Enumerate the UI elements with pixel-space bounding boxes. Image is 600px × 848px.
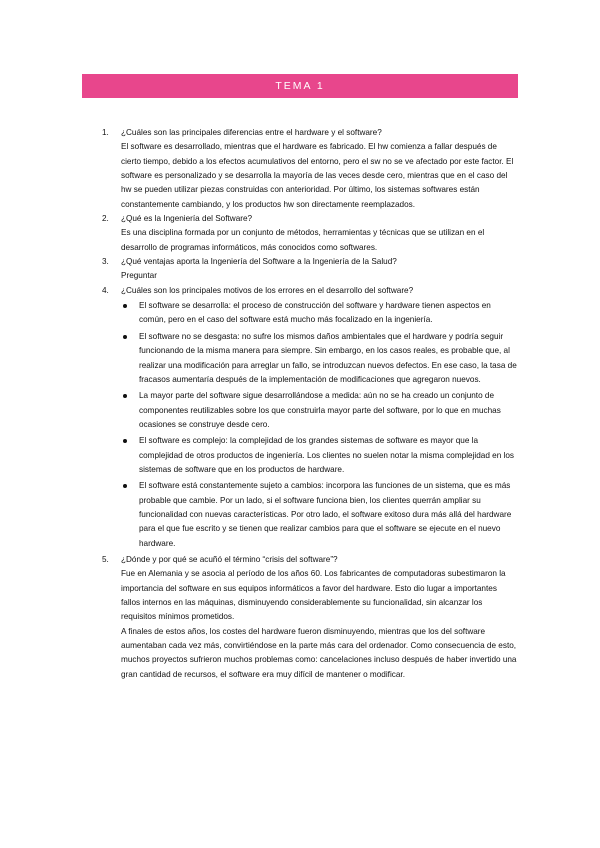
question-4 [102, 284, 518, 298]
question-number: 3. [102, 257, 109, 267]
error-causes-list [121, 299, 518, 551]
question-title: ¿Qué ventajas aporta la Ingeniería del Software a la Ingeniería de la Salud? [121, 257, 397, 267]
question-list [102, 126, 518, 682]
list-item-text: La mayor parte del software sigue desarrollándose a medida: aún no se ha creado un conjunto de componentes reutilizables sobre los que construirla mayor parte del software, por lo que en muchas ocasiones se construye desde cero. [139, 391, 501, 429]
question-number: 1. [102, 128, 109, 137]
bullet-icon [123, 439, 127, 443]
question-1 [102, 126, 518, 212]
list-item [121, 299, 518, 328]
list-item [121, 330, 518, 387]
question-2 [102, 212, 518, 255]
answer-text: Es una disciplina formada por un conjunto de métodos, herramientas y técnicas que se utilizan en el desarrollo de programas informáticos, más conocidos como softwares. [121, 228, 485, 252]
answer-paragraph: Fue en Alemania y se asocia al período de los años 60. Los fabricantes de computadoras subestimaron la importancia del software en sus equipos informáticos a favor del hardware. Esto dio lugar a importantes fallos internos en las máquinas, disminuyendo considerablemente su funcionalidad, sin alcanzar los requisitos mínimos prometidos. [121, 569, 506, 622]
list-item-text: El software no se desgasta: no sufre los mismos daños ambientales que el hardware y podría seguir funcionando de la misma manera para siempre. Sin embargo, en los casos reales, es probable que, al realizar una modificación para arreglar un fallo, se introduzcan nuevos defectos. En ese caso, la tasa de fracasos aumentaría después de la implementación de modificaciones que agregaron nuevos. [139, 331, 517, 384]
list-item-text: El software está constantemente sujeto a cambios: incorpora las funciones de un sistema, que es más probable que cambie. Por un lado, si el software funciona bien, los clientes querrán ampliar su funcionalidad con nuevas características. Por otro lado, el software exitoso dura más allá del hardware para el que fue escrito y se tienen que realizar cambios para que el software se ejecute en el nuevo hardware. [139, 481, 512, 548]
list-item [121, 389, 518, 432]
bullet-icon [123, 304, 127, 308]
question-title: ¿Qué es la Ingeniería del Software? [121, 214, 253, 224]
list-item [121, 434, 518, 477]
bullet-icon [123, 484, 127, 488]
question-number: 2. [102, 214, 109, 224]
answer-text: Preguntar [121, 271, 157, 281]
question-title: ¿Cuáles son las principales diferencias entre el hardware y el software? [121, 128, 382, 137]
question-number: 4. [102, 285, 109, 295]
bullet-icon [123, 335, 127, 339]
bullet-icon [123, 394, 127, 398]
question-title: ¿Cuáles son los principales motivos de los errores en el desarrollo del software? [121, 285, 414, 295]
question-5 [102, 553, 518, 682]
answer-paragraph: A finales de estos años, los costes del hardware fueron disminuyendo, mientras que los del software aumentaban cada vez más, convirtiéndose en la parte más cara del ordenador. Como consecuencia de esto, muchos proyectos sufrieron muchos problemas como: cancelaciones incluso después de haber invertido una gran cantidad de recursos, el software era muy difícil de mantener o modificar. [121, 626, 517, 679]
list-item-text: El software se desarrolla: el proceso de construcción del software y hardware tienen aspectos en común, pero en el caso del software está mucho más focalizado en la ingeniería. [139, 301, 491, 325]
question-3 [102, 255, 518, 284]
question-number: 5. [102, 554, 109, 564]
list-item [121, 479, 518, 551]
answer-text: El software es desarrollado, mientras que el hardware es fabricado. El hw comienza a fallar después de cierto tiempo, debido a los efectos acumulativos del entorno, pero el sw no se ve afectado por este factor. El software es personalizado y se desarrolla la mayoría de las veces desde cero, mientras que en el caso del hw se pueden utilizar piezas construidas con anterioridad. Por último, los sistemas softwares están constantemente cambiando, y los productos hw son directamente reemplazados. [121, 142, 514, 209]
question-title: ¿Dónde y por qué se acuñó el término “crisis del software”? [121, 554, 338, 564]
list-item-text: El software es complejo: la complejidad de los grandes sistemas de software es mayor que la complejidad de otros productos de ingeniería. Los clientes no suelen notar la misma complejidad en los sistemas de software que en los productos de hardware. [139, 436, 515, 474]
section-title: TEMA 1 [275, 80, 325, 92]
section-header-banner [82, 74, 518, 98]
